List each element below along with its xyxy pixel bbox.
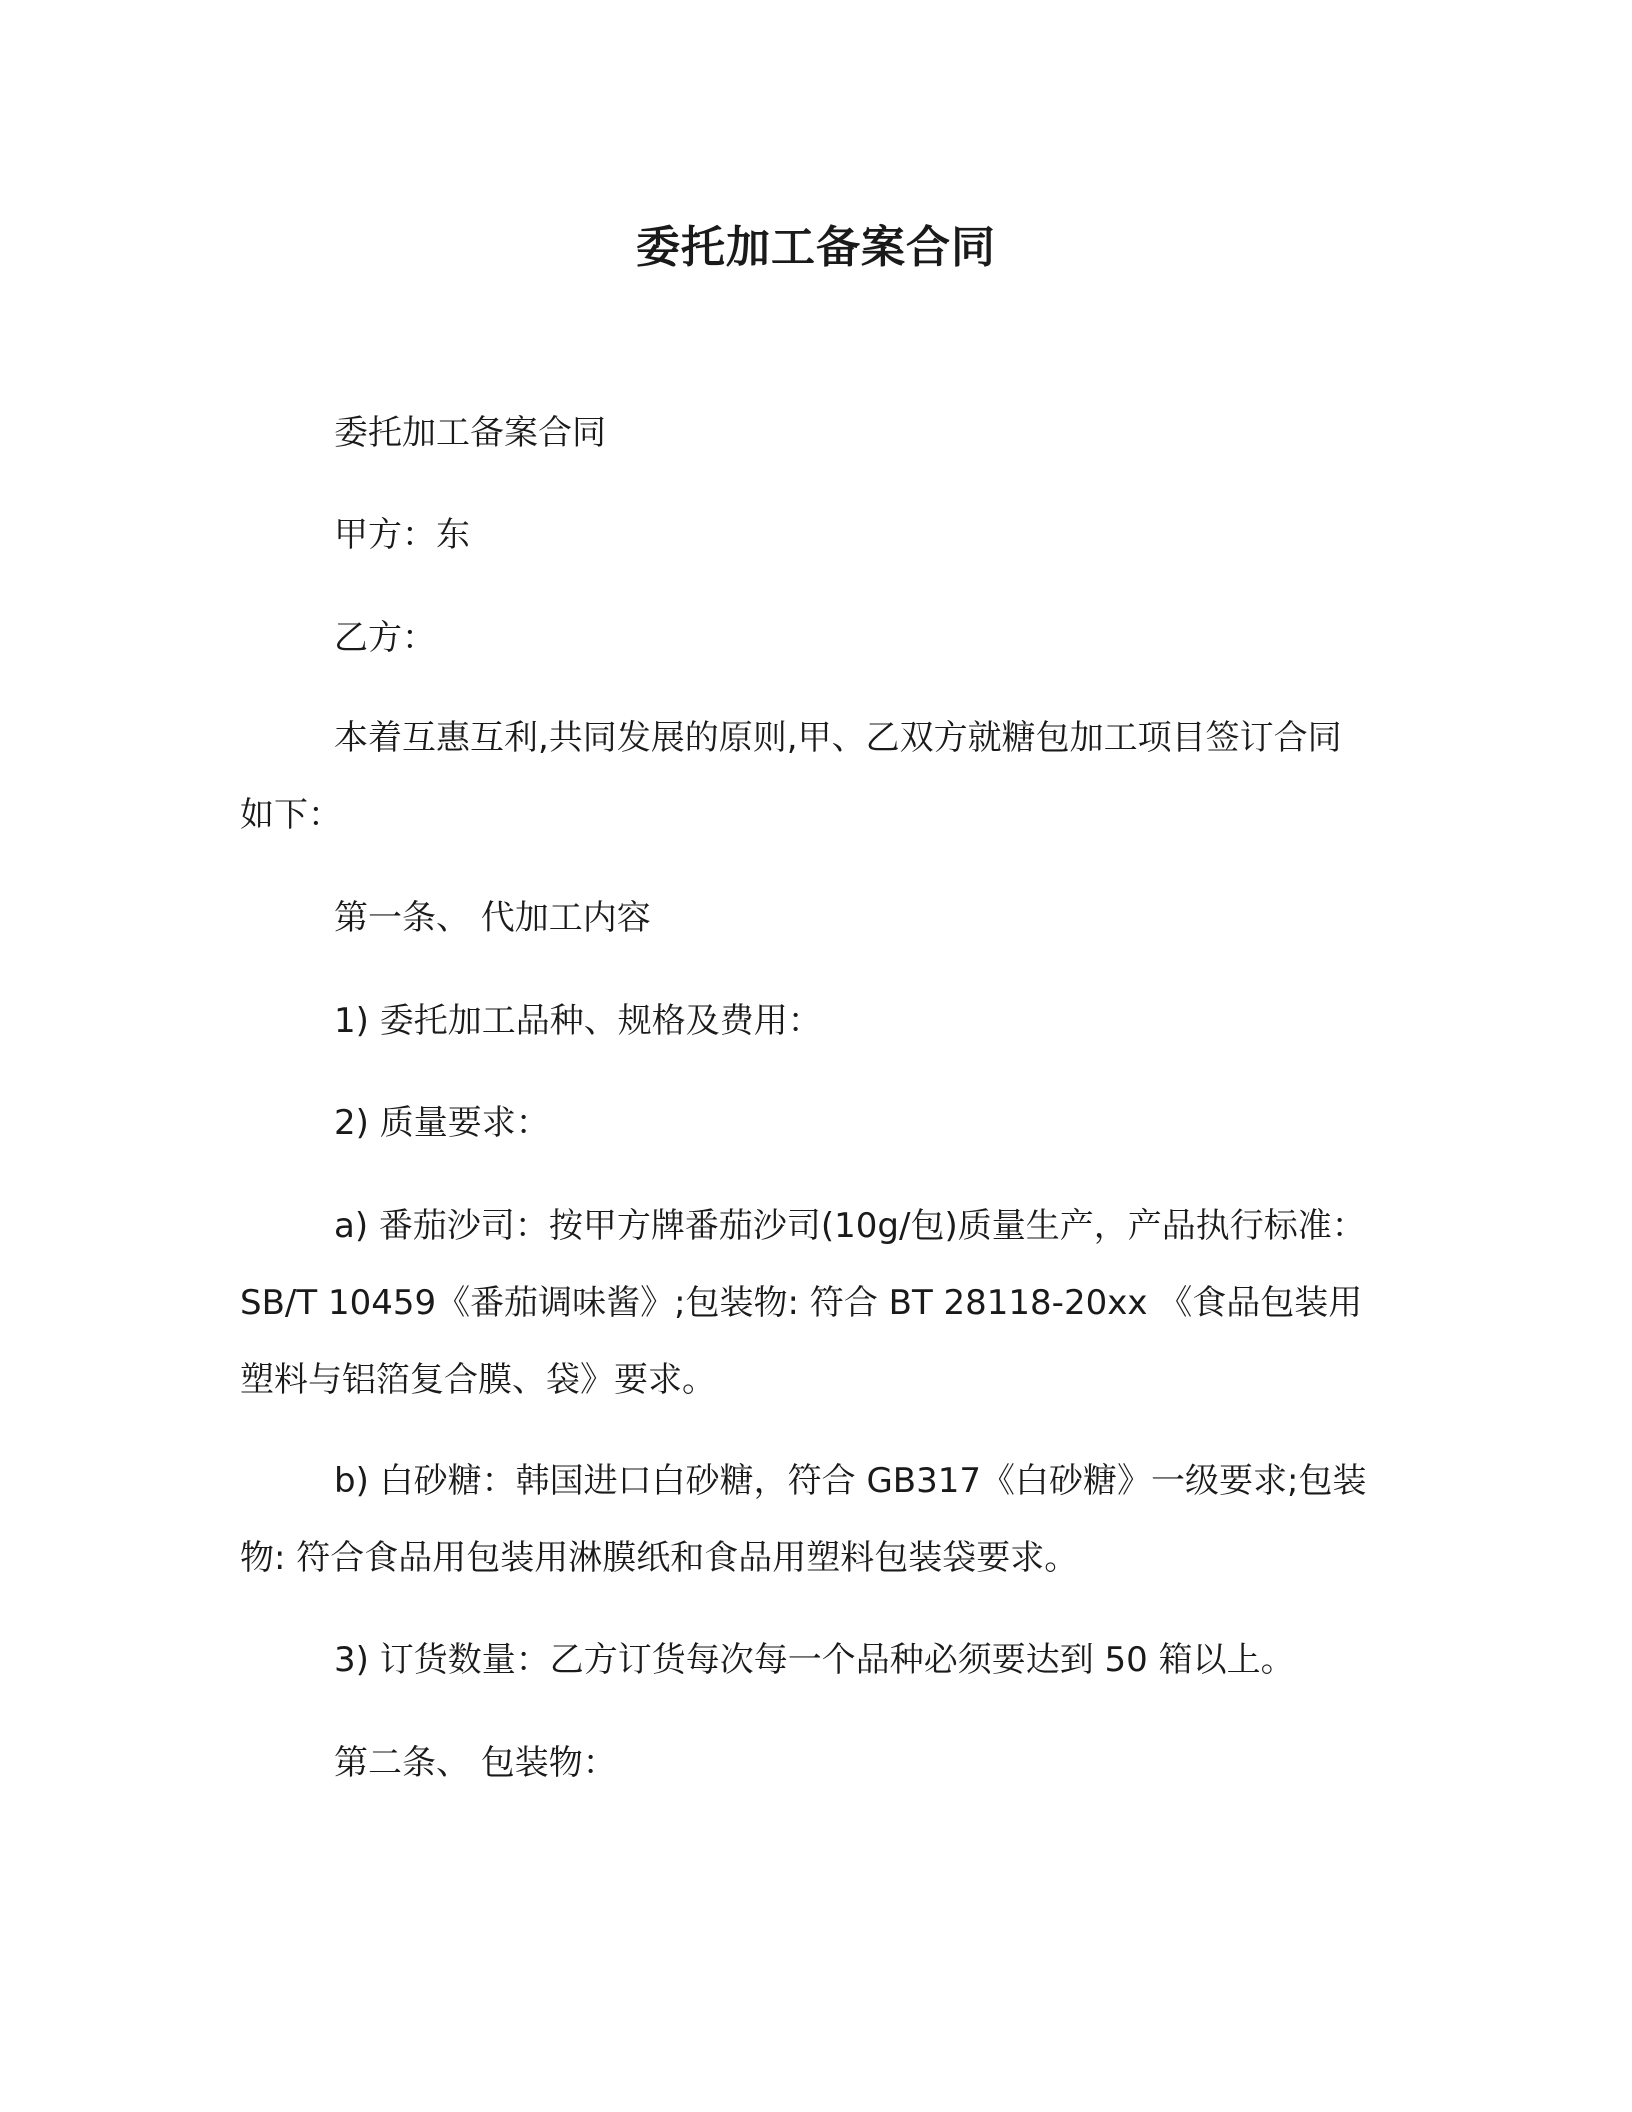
document-title: 委托加工备案合同 (636, 222, 996, 273)
paragraph-item-a: a) 番茄沙司：按甲方牌番茄沙司(10g/包)质量生产，产品执行标准：SB/T 10459《番茄调味酱》;包装物: 符合 BT 28118-20xx 《食品包装用塑料与铝箔复合膜、袋》要求。 (240, 1206, 1366, 1400)
paragraph-preamble: 本着互惠互利,共同发展的原则,甲、乙双方就糖包加工项目签订合同如下： (240, 718, 1342, 835)
paragraph-item-b: b) 白砂糖：韩国进口白砂糖，符合 GB317《白砂糖》一级要求;包装物: 符合食品用包装用淋膜纸和食品用塑料包装袋要求。 (240, 1461, 1367, 1578)
paragraph-article-1-heading: 第一条、 代加工内容 (334, 898, 651, 938)
paragraph-item-2: 2) 质量要求： (334, 1103, 550, 1143)
paragraph-party-a: 甲方：东 (334, 515, 470, 555)
paragraph-party-b: 乙方： (334, 618, 436, 658)
paragraph-item-1: 1) 委托加工品种、规格及费用： (334, 1001, 822, 1041)
paragraph-item-3: 3) 订货数量：乙方订货每次每一个品种必须要达到 50 箱以上。 (334, 1640, 1295, 1680)
paragraph-article-2-heading: 第二条、 包装物： (334, 1743, 617, 1783)
paragraph-subtitle: 委托加工备案合同 (334, 413, 606, 453)
